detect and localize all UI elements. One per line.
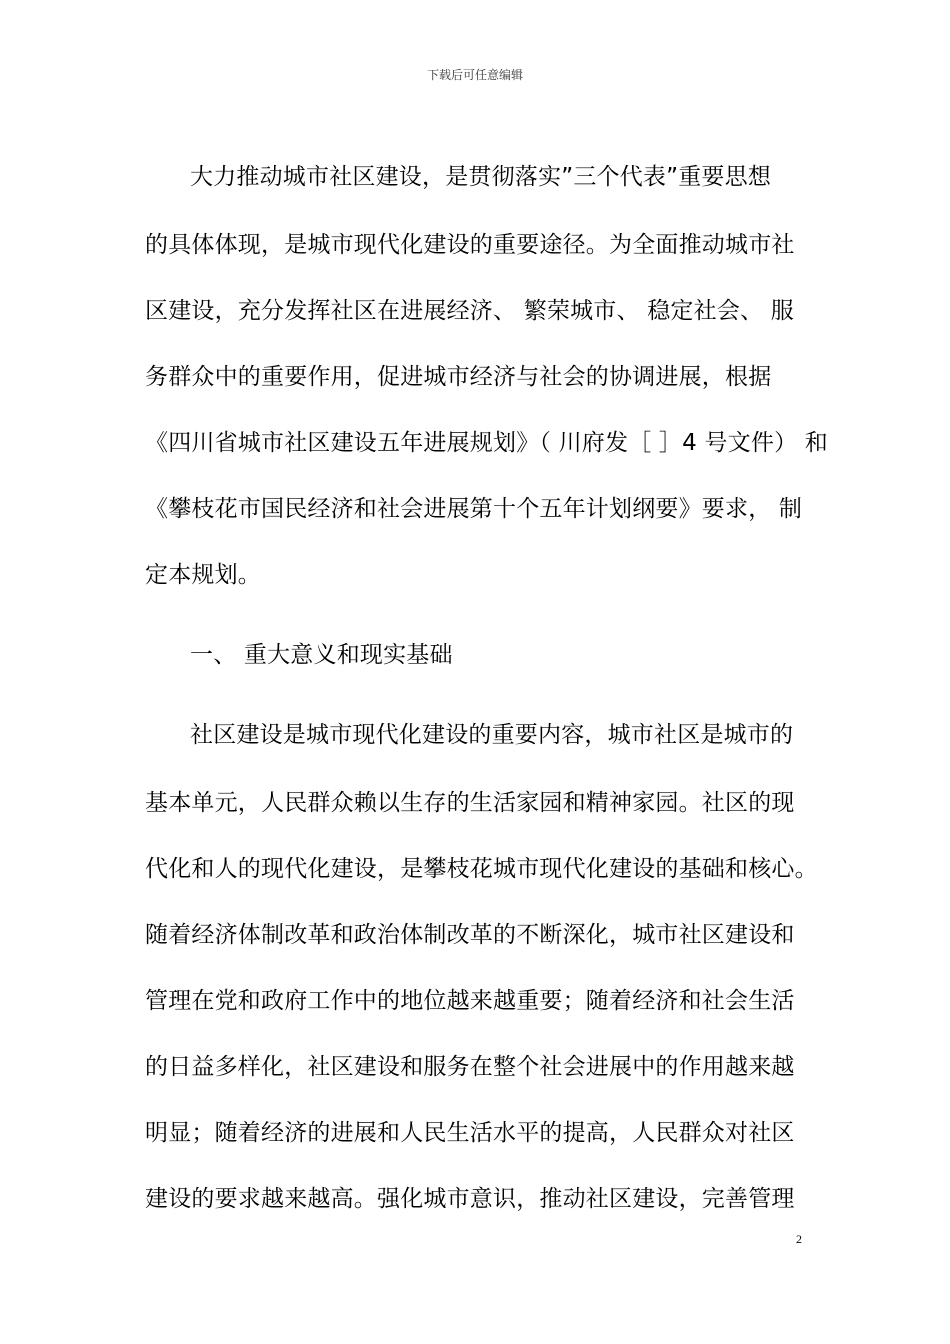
paragraph-line: 管理在党和政府工作中的地位越来越重要；随着经济和社会生活: [145, 988, 795, 1014]
page-header: 下载后可任意编辑: [426, 68, 523, 82]
paragraph-line: 代化和人的现代化建设，是攀枝花城市现代化建设的基础和核心。: [145, 856, 818, 882]
paragraph-line: 明显；随着经济的进展和人民生活水平的提高，人民群众对社区: [145, 1120, 795, 1146]
paragraph-line: 社区建设是城市现代化建设的重要内容，城市社区是城市的: [190, 722, 794, 748]
paragraph-line: 大力推动城市社区建设，是贯彻落实”三个代表”重要思想: [190, 164, 772, 190]
page-number: 2: [796, 1232, 802, 1246]
section-heading: 一、 重大意义和现实基础: [190, 642, 453, 668]
paragraph-line: 《四川省城市社区建设五年进展规划》（ 川府发［ ］4 号文件） 和: [145, 430, 828, 456]
paragraph-line: 基本单元，人民群众赖以生存的生活家园和精神家园。社区的现: [145, 790, 795, 816]
paragraph-line: 区建设，充分发挥社区在进展经济、 繁荣城市、 稳定社会、 服: [145, 298, 794, 324]
paragraph-line: 的日益多样化，社区建设和服务在整个社会进展中的作用越来越: [145, 1054, 795, 1080]
paragraph-line: 务群众中的重要作用，促进城市经济与社会的协调进展，根据: [145, 364, 772, 390]
paragraph-line: 定本规划。: [145, 562, 261, 588]
paragraph-line: 的具体体现，是城市现代化建设的重要途径。为全面推动城市社: [145, 232, 795, 258]
paragraph-line: 《攀枝花市国民经济和社会进展第十个五年计划纲要》要求， 制: [145, 496, 803, 522]
paragraph-line: 随着经济体制改革和政治体制改革的不断深化，城市社区建设和: [145, 922, 795, 948]
paragraph-line: 建设的要求越来越高。强化城市意识，推动社区建设，完善管理: [145, 1186, 795, 1212]
